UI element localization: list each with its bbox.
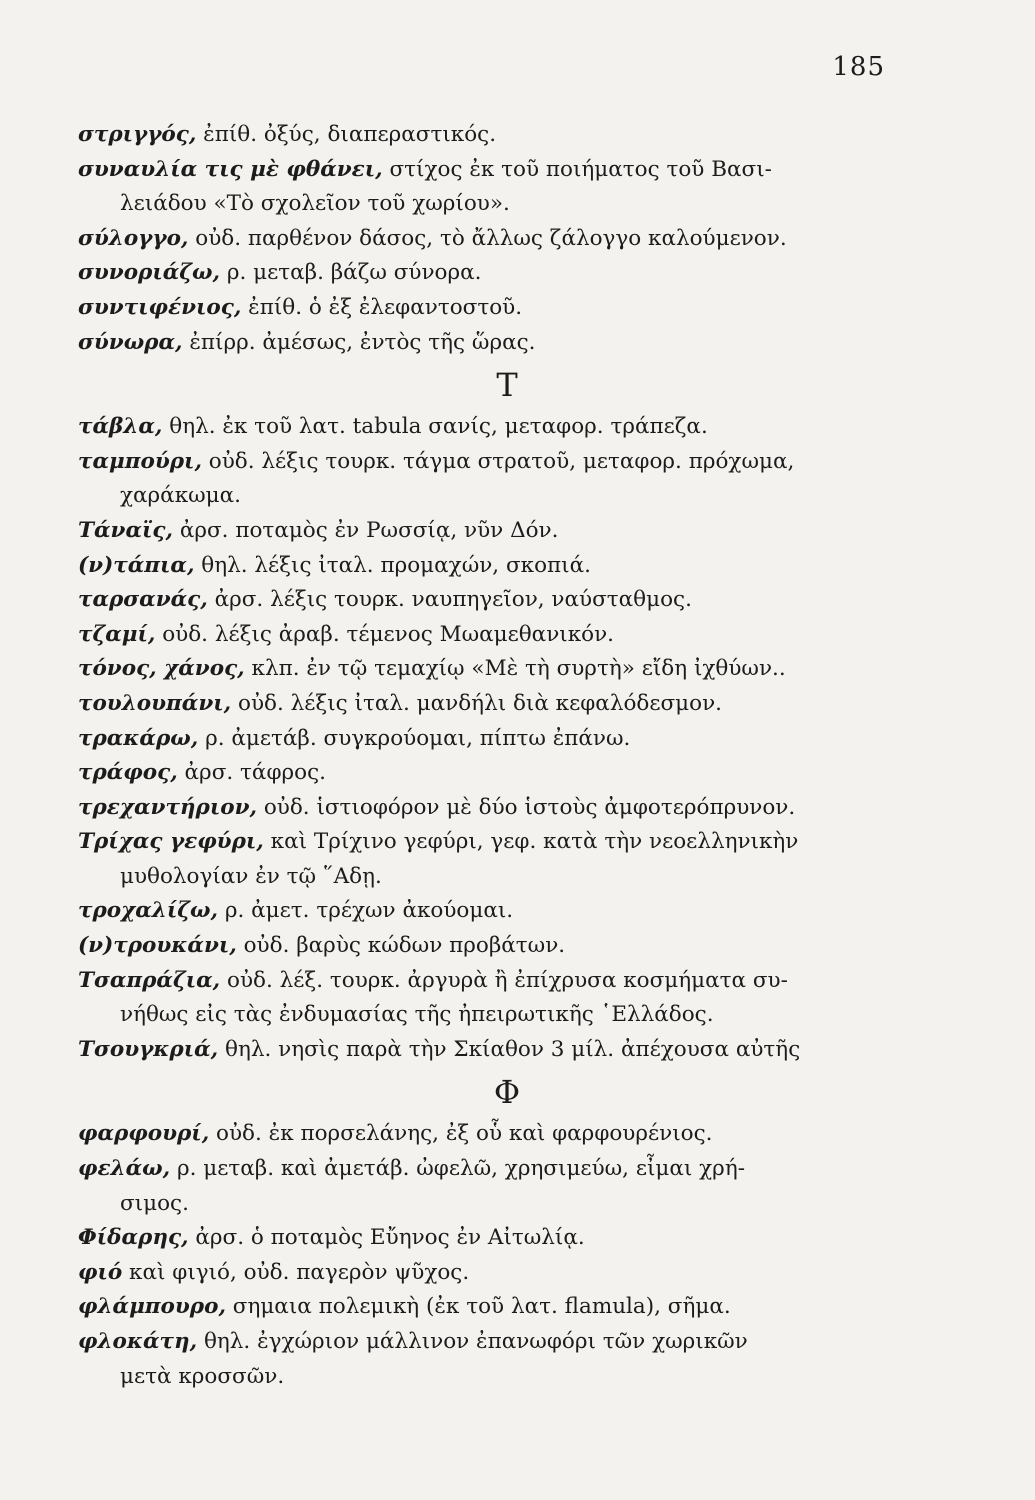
glossary-entry — [78, 1325, 918, 1394]
entry-headword: ταμπούρι, — [78, 448, 202, 474]
glossary-entry — [78, 514, 918, 549]
glossary-entry — [78, 722, 918, 757]
entry-definition: ρ. μεταβ. βάζω σύνορα. — [226, 260, 482, 286]
entry-headword: συναυλία τις μὲ φθάνει, — [78, 156, 383, 182]
entry-headword: φλάμπουρο, — [78, 1294, 226, 1320]
glossary-content — [78, 118, 918, 1394]
entry-headword: Φίδαρης, — [78, 1225, 189, 1251]
entry-headword: στριγγός, — [78, 122, 197, 147]
entry-continuation: μυθολογίαν ἐν τῷ ῞Αδῃ. — [120, 863, 382, 889]
entry-definition: ἀρσ. ποταμὸς ἐν Ρωσσίᾳ, νῦν Δόν. — [179, 517, 559, 543]
glossary-entry — [78, 929, 918, 964]
entry-definition: οὐδ. λέξις ἰταλ. μανδήλι διὰ κεφαλόδεσμον. — [238, 690, 722, 716]
glossary-entry — [78, 1117, 918, 1152]
entry-definition: καὶ φιγιό, οὐδ. παγερὸν ψῦχος. — [129, 1259, 470, 1285]
entry-headword: τόνος, χάνος, — [78, 656, 245, 682]
glossary-entry — [78, 291, 918, 326]
glossary-entry — [78, 756, 918, 791]
entry-definition: σημαια πολεμικὴ (ἐκ τοῦ λατ. flamula), σῆμα. — [232, 1294, 731, 1320]
glossary-entry — [78, 964, 918, 1033]
entry-definition: ἀρσ. ὁ ποταμὸς Εὔηνος ἐν Αἰτωλίᾳ. — [195, 1225, 585, 1251]
entry-continuation: σιμος. — [120, 1190, 189, 1216]
entry-list-tau — [78, 410, 918, 1067]
section-letter-tau: Τ — [496, 366, 518, 405]
entry-definition: ρ. μεταβ. καὶ ἀμετάβ. ὠφελῶ, χρησιμεύω, εἶμαι χρή- — [176, 1156, 745, 1182]
glossary-entry — [78, 687, 918, 722]
entry-definition: θηλ. ἐκ τοῦ λατ. tabula σανίς, μεταφορ. τράπεζα. — [169, 414, 708, 440]
glossary-entry — [78, 410, 918, 445]
entry-continuation: μετὰ κροσσῶν. — [120, 1363, 285, 1389]
entry-headword: Τρίχας γεφύρι, — [78, 829, 264, 855]
entry-definition: οὐδ. λέξ. τουρκ. ἀργυρὰ ἢ ἐπίχρυσα κοσμήματα συ- — [227, 967, 788, 993]
entry-definition: ρ. ἀμετ. τρέχων ἀκούομαι. — [224, 898, 514, 924]
entry-definition: ἀρσ. λέξις τουρκ. ναυπηγεῖον, ναύσταθμος. — [214, 587, 692, 613]
entry-headword: τζαμί, — [78, 621, 156, 647]
entry-definition: καὶ Τρίχινο γεφύρι, γεφ. κατὰ τὴν νεοελληνικὴν — [270, 829, 799, 855]
glossary-entry — [78, 118, 918, 153]
entry-continuation: νήθως εἰς τὰς ἐνδυμασίας τῆς ἠπειρωτικῆς ῾Ελλάδος. — [120, 1002, 714, 1028]
glossary-entry — [78, 1221, 918, 1256]
entry-headword: σύλογγο, — [78, 225, 189, 251]
entry-headword: Τάναϊς, — [78, 517, 173, 543]
entry-headword: τροχαλίζω, — [78, 898, 218, 924]
entry-headword: Τσαπράζια, — [78, 967, 221, 993]
entry-definition: ἐπίθ. ὁ ἐξ ἐλεφαντοστοῦ. — [248, 294, 523, 320]
glossary-entry — [78, 445, 918, 514]
entry-definition: θηλ. νησὶς παρὰ τὴν Σκίαθον 3 μίλ. ἀπέχουσα αὐτῆς — [225, 1036, 801, 1062]
entry-headword: φιό — [78, 1259, 123, 1285]
entry-definition: στίχος ἐκ τοῦ ποιήματος τοῦ Βασι- — [389, 156, 772, 182]
glossary-entry — [78, 1033, 918, 1068]
entry-definition: οὐδ. βαρὺς κώδων προβάτων. — [243, 933, 566, 959]
section-letter-phi: Φ — [493, 1073, 521, 1112]
entry-headword: τρακάρω, — [78, 725, 199, 751]
entry-headword: φαρφουρί, — [78, 1121, 210, 1147]
entry-headword: τράφος, — [78, 760, 178, 786]
entry-continuation: λειάδου «Τὸ σχολεῖον τοῦ χωρίου». — [120, 191, 510, 217]
glossary-entry — [78, 549, 918, 584]
glossary-entry — [78, 1290, 918, 1325]
entry-continuation: χαράκωμα. — [120, 483, 242, 509]
entry-definition: ἀρσ. τάφρος. — [184, 760, 326, 786]
glossary-entry — [78, 256, 918, 291]
entry-headword: συνοριάζω, — [78, 260, 220, 286]
glossary-entry — [78, 583, 918, 618]
entry-headword: φλοκάτη, — [78, 1329, 198, 1354]
entry-headword: συντιφένιος, — [78, 294, 242, 320]
glossary-entry — [78, 153, 918, 222]
entry-headword: φελάω, — [78, 1156, 171, 1182]
entry-headword: (ν)τάπια, — [78, 552, 195, 578]
glossary-entry — [78, 1256, 918, 1291]
page-number: 185 — [832, 52, 885, 82]
entry-definition: ἐπίρρ. ἀμέσως, ἐντὸς τῆς ὥρας. — [189, 329, 536, 355]
entry-definition: οὐδ. λέξις τουρκ. τάγμα στρατοῦ, μεταφορ. πρόχωμα, — [208, 448, 795, 474]
entry-list-phi — [78, 1117, 918, 1394]
glossary-entry — [78, 791, 918, 826]
entry-headword: τουλουπάνι, — [78, 690, 232, 716]
entry-headword: Τσουγκριά, — [78, 1036, 219, 1062]
entry-headword: (ν)τρουκάνι, — [78, 933, 237, 959]
entry-definition: οὐδ. λέξις ἀραβ. τέμενος Μωαμεθανικόν. — [162, 621, 614, 647]
entry-headword: τάβλα, — [78, 414, 163, 440]
entry-definition: οὐδ. ἐκ πορσελάνης, ἐξ οὗ καὶ φαρφουρένιος. — [216, 1121, 713, 1147]
entry-definition: οὐδ. παρθένον δάσος, τὸ ἄλλως ζάλογγο καλούμενον. — [195, 225, 787, 251]
entry-definition: ἐπίθ. ὀξύς, διαπεραστικός. — [203, 122, 497, 147]
entry-headword: σύνωρα, — [78, 329, 183, 355]
entry-headword: ταρσανάς, — [78, 587, 208, 613]
entry-definition: κλπ. ἐν τῷ τεμαχίῳ «Μὲ τὴ συρτὴ» εἴδη ἰχθύων.. — [251, 656, 786, 682]
glossary-entry — [78, 1152, 918, 1221]
glossary-entry — [78, 222, 918, 257]
entry-definition: θηλ. λέξις ἰταλ. προμαχών, σκοπιά. — [201, 552, 591, 578]
glossary-entry — [78, 652, 918, 687]
entry-definition: θηλ. ἐγχώριον μάλλινον ἐπανωφόρι τῶν χωρικῶν — [203, 1329, 748, 1354]
glossary-entry — [78, 894, 918, 929]
glossary-entry — [78, 618, 918, 653]
entry-definition: ρ. ἀμετάβ. συγκρούομαι, πίπτω ἐπάνω. — [205, 725, 631, 751]
glossary-entry — [78, 825, 918, 894]
entry-definition: οὐδ. ἱστιοφόρον μὲ δύο ἱστοὺς ἀμφοτερόπρυνον. — [263, 794, 796, 820]
glossary-entry — [78, 326, 918, 361]
entry-headword: τρεχαντήριον, — [78, 794, 257, 820]
entry-list-sigma — [78, 118, 918, 360]
